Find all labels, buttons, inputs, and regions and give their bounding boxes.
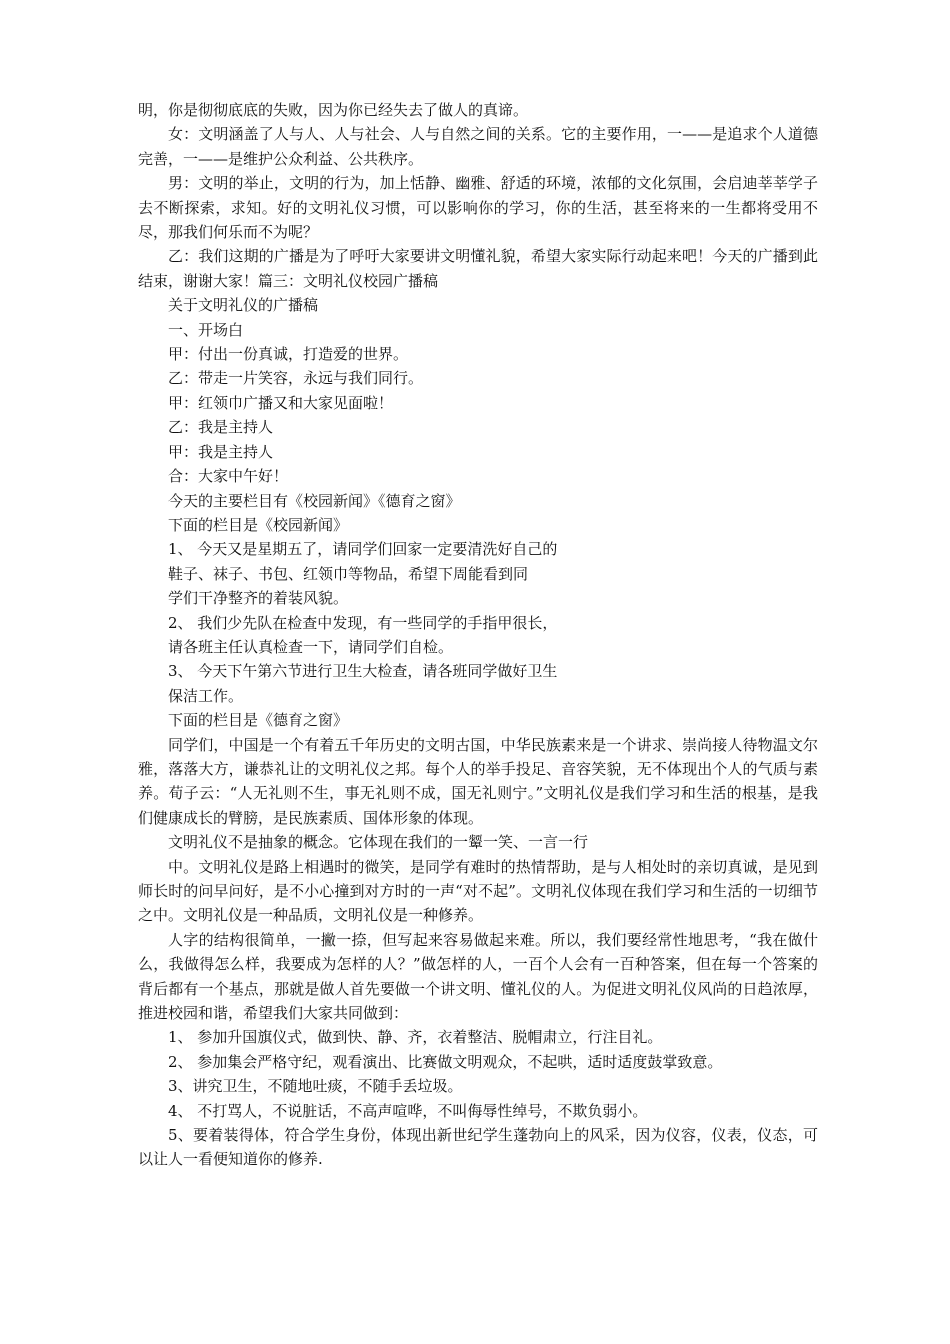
paragraph: 明，你是彻彻底底的失败，因为你已经失去了做人的真谛。 (138, 101, 529, 119)
paragraph: 1、 今天又是星期五了，请同学们回家一定要清洗好自己的 (168, 540, 558, 559)
paragraph: 2、 我们少先队在检查中发现，有一些同学的手指甲很长， (168, 613, 558, 632)
paragraph: 合：大家中午好！ (168, 467, 289, 486)
paragraph: 关于文明礼仪的广播稿 (168, 296, 319, 315)
paragraph: 男：文明的举止，文明的行为，加上恬静、幽雅、舒适的环境，浓郁的文化氛围，会启迪莘莘学子去不断探索，求知。好的文明礼仪习惯，可以影响你的学习，你的生活，甚至将来的一生都将受用不尽，那我们何乐而不为呢？ (138, 174, 818, 242)
paragraph: 鞋子、袜子、书包、红领巾等物品，希望下周能看到同 (168, 564, 529, 583)
paragraph: 中。文明礼仪是路上相遇时的微笑，是同学有难时的热情帮助，是与人相处时的亲切真诚，是见到师长时的问早问好，是不小心撞到对方时的一声“对不起”。文明礼仪体现在我们学习和生活的一切细节之中。文明礼仪是一种品质，文明礼仪是一种修养。 (138, 857, 818, 925)
document-body (138, 98, 818, 1172)
paragraph: 今天的主要栏目有《校园新闻》《德育之窗》 (168, 491, 461, 510)
paragraph: 3、讲究卫生，不随地吐痰，不随手丢垃圾。 (168, 1077, 463, 1096)
paragraph: 乙：我们这期的广播是为了呼吁大家要讲文明懂礼貌，希望大家实际行动起来吧！今天的广播到此结束，谢谢大家！篇三：文明礼仪校园广播稿 (138, 247, 818, 290)
paragraph: 人字的结构很简单，一撇一捺，但写起来容易做起来难。所以，我们要经常性地思考，“我在做什么，我做得怎么样，我要成为怎样的人？”做怎样的人，一百个人会有一百种答案，但在每一个答案的背后都有一个基点，那就是做人首先要做一个讲文明、懂礼仪的人。为促进文明礼仪风尚的日趋浓厚，推进校园和谐，希望我们大家共同做到： (138, 930, 818, 1023)
paragraph: 乙：我是主持人 (168, 418, 274, 437)
paragraph: 2、 参加集会严格守纪，观看演出、比赛做文明观众，不起哄，适时适度鼓掌致意。 (168, 1052, 723, 1071)
paragraph: 女：文明涵盖了人与人、人与社会、人与自然之间的关系。它的主要作用，一——是追求个人道德完善，一——是维护公众利益、公共秩序。 (138, 125, 818, 168)
paragraph: 3、 今天下午第六节进行卫生大检查，请各班同学做好卫生 (168, 662, 558, 681)
paragraph: 甲：付出一份真诚，打造爱的世界。 (168, 345, 409, 364)
paragraph: 保洁工作。 (168, 686, 244, 705)
paragraph: 乙：带走一片笑容，永远与我们同行。 (168, 369, 424, 388)
paragraph: 4、 不打骂人，不说脏话，不高声喧哗，不叫侮辱性绰号，不欺负弱小。 (168, 1101, 648, 1120)
paragraph: 5、要着装得体，符合学生身份，体现出新世纪学生蓬勃向上的风采，因为仪容，仪表，仪态，可以让人一看便知道你的修养. (138, 1126, 818, 1169)
paragraph: 请各班主任认真检查一下，请同学们自检。 (168, 637, 454, 656)
paragraph: 一、开场白 (168, 320, 244, 339)
paragraph: 文明礼仪不是抽象的概念。它体现在我们的一颦一笑、一言一行 (168, 833, 589, 852)
paragraph: 甲：我是主持人 (168, 442, 274, 461)
paragraph: 1、 参加升国旗仪式，做到快、静、齐，衣着整洁、脱帽肃立，行注目礼。 (168, 1028, 663, 1047)
paragraph: 甲：红领巾广播又和大家见面啦！ (168, 393, 394, 412)
paragraph: 学们干净整齐的着装风貌。 (168, 589, 349, 608)
paragraph: 下面的栏目是《德育之窗》 (168, 711, 349, 730)
paragraph: 同学们，中国是一个有着五千年历史的文明古国，中华民族素来是一个讲求、崇尚接人待物温文尔雅，落落大方，谦恭礼让的文明礼仪之邦。每个人的举手投足、音容笑貌，无不体现出个人的气质与素养。荀子云：“人无礼则不生，事无礼则不成，国无礼则宁。”文明礼仪是我们学习和生活的根基，是我们健康成长的臂膀，是民族素质、国体形象的体现。 (138, 735, 818, 827)
paragraph: 下面的栏目是《校园新闻》 (168, 515, 349, 534)
